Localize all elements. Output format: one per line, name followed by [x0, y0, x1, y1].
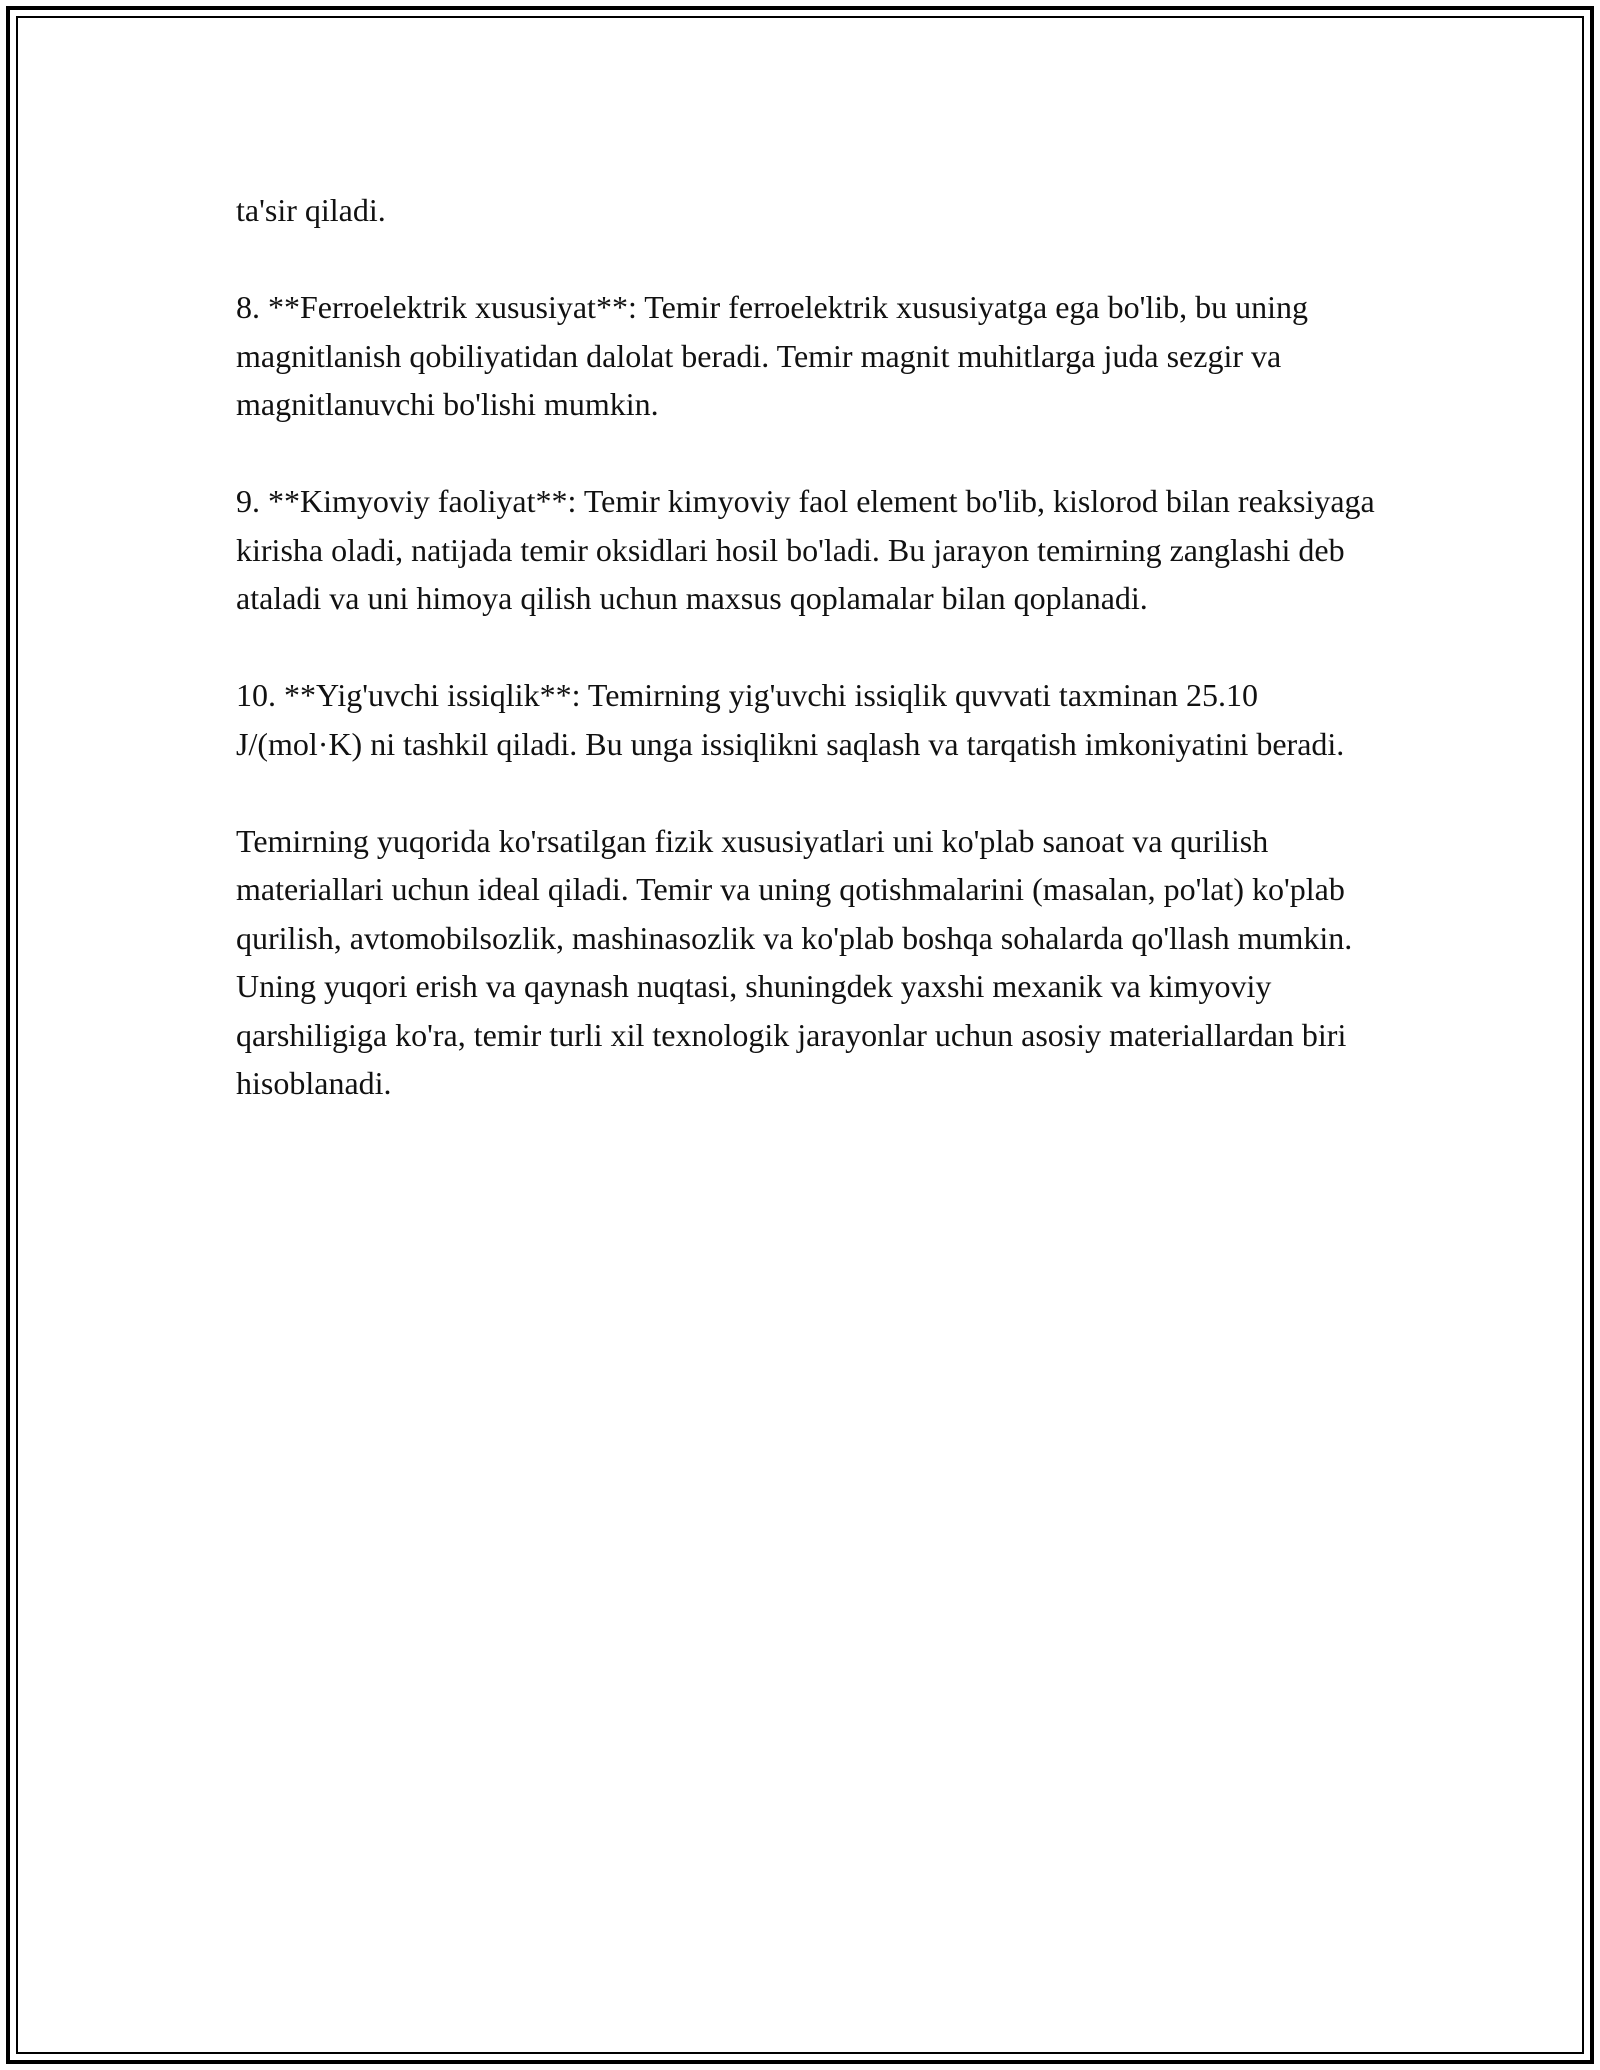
paragraph-continuation: ta'sir qiladi.: [236, 192, 386, 228]
paragraph-item-9: 9. **Kimyoviy faoliyat**: Temir kimyoviy faol element bo'lib, kislorod bilan reaksiyaga kirisha oladi, natijada temir oksidlari hosil bo'ladi. Bu jarayon temirning zanglashi deb ataladi va uni himoya qilish uchun maxsus qoplamalar bilan qoplanadi.: [236, 483, 1375, 616]
paragraph-item-10: 10. **Yig'uvchi issiqlik**: Temirning yig'uvchi issiqlik quvvati taxminan 25.10 J/(mol·K) ni tashkil qiladi. Bu unga issiqlikni saqlash va tarqatish imkoniyatini beradi.: [236, 677, 1345, 762]
document-body: [236, 186, 1376, 1156]
paragraph-item-8: 8. **Ferroelektrik xususiyat**: Temir ferroelektrik xususiyatga ega bo'lib, bu uning magnitlanish qobiliyatidan dalolat beradi. Temir magnit muhitlarga juda sezgir va magnitlanuvchi bo'lishi mumkin.: [236, 289, 1309, 422]
paragraph-conclusion: Temirning yuqorida ko'rsatilgan fizik xususiyatlari uni ko'plab sanoat va qurilish materiallari uchun ideal qiladi. Temir va uning qotishmalarini (masalan, po'lat) ko'plab qurilish, avtomobilsozlik, mashinasozlik va ko'plab boshqa sohalarda qo'llash mumkin. Uning yuqori erish va qaynash nuqtasi, shuningdek yaxshi mexanik va kimyoviy qarshiligiga ko'ra, temir turli xil texnologik jarayonlar uchun asosiy materiallardan biri hisoblanadi.: [236, 822, 1353, 1101]
